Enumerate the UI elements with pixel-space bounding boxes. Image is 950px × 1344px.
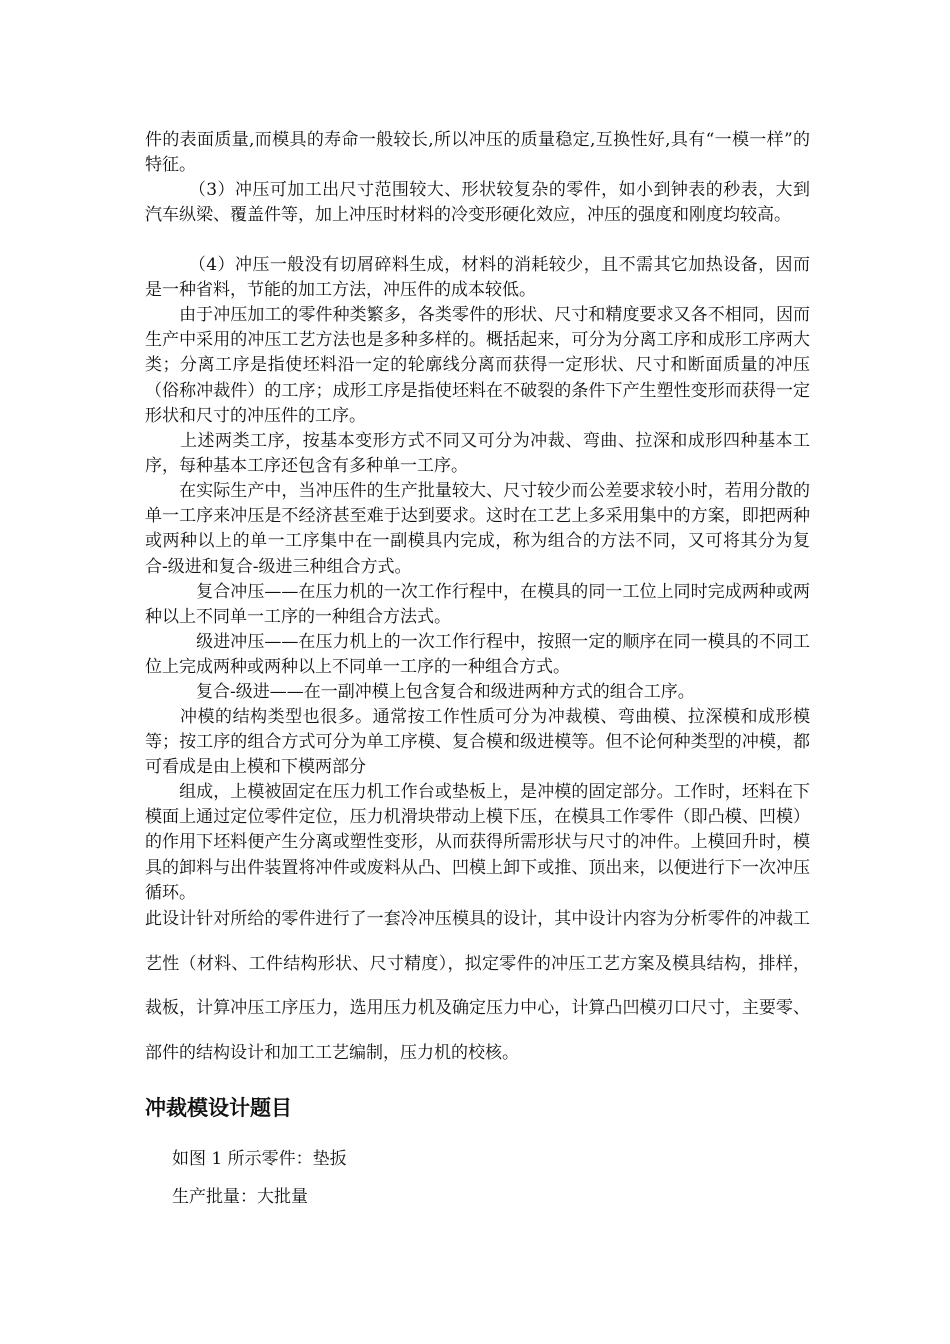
part-line: 如图 1 所示零件：垫扳 bbox=[172, 1149, 347, 1169]
paragraph-design-summary: 此设计针对所给的零件进行了一套冷冲压模具的设计，其中设计内容为分析零件的冲裁工艺性（材料、工件结构形状、尺寸精度），拟定零件的冲压工艺方案及模具结构，排样，裁板，计算冲压工序压力，选用压力机及确定压力中心，计算凸凹模刃口尺寸，主要零、部件的结构设计和加工工艺编制，压力机的校核。 bbox=[145, 909, 810, 1063]
paragraph-basic-processes: 上述两类工序，按基本变形方式不同又可分为冲裁、弯曲、拉深和成形四种基本工序，每种基本工序还包含有多种单一工序。 bbox=[145, 431, 810, 477]
paragraph-compound-stamping: 复合冲压——在压力机的一次工作行程中，在模具的同一工位上同时完成两种或两种以上不同单一工序的一种组合方法式。 bbox=[145, 582, 810, 628]
paragraph-die-structure: 冲模的结构类型也很多。通常按工作性质可分为冲裁模、弯曲模、拉深模和成形模等；按工序的组合方式可分为单工序模、复合模和级进模等。但不论何种类型的冲模，都可看成是由上模和下模两部分 bbox=[145, 707, 810, 778]
paragraph-progressive-stamping: 级进冲压——在压力机上的一次工作行程中，按照一定的顺序在同一模具的不同工位上完成两种或两种以上不同单一工序的一种组合方式。 bbox=[145, 632, 810, 678]
paragraph-point-4: （4）冲压一般没有切屑碎料生成，材料的消耗较少，且不需其它加热设备，因而是一种省料，节能的加工方法，冲压件的成本较低。 bbox=[145, 255, 810, 301]
paragraph-die-working: 组成，上模被固定在压力机工作台或垫板上，是冲模的固定部分。工作时，坯料在下模面上通过定位零件定位，压力机滑块带动上模下压，在模具工作零件（即凸模、凹模）的作用下坯料便产生分离或塑性变形，从而获得所需形状与尺寸的冲件。上模回升时，模具的卸料与出件装置将冲件或废料从凸、凹模上卸下或推、顶出来，以便进行下一次冲压循环。 bbox=[145, 782, 810, 903]
paragraph-point-3: （3）冲压可加工出尺寸范围较大、形状较复杂的零件，如小到钟表的秒表，大到汽车纵梁、覆盖件等，加上冲压时材料的冷变形硬化效应，冲压的强度和刚度均较高。 bbox=[145, 180, 810, 226]
paragraph-process-types: 由于冲压加工的零件种类繁多，各类零件的形状、尺寸和精度要求又各不相同，因而生产中采用的冲压工艺方法也是多种多样的。概括起来，可分为分离工序和成形工序两大类；分离工序是指使坯料沿一定的轮廓线分离而获得一定形状、尺寸和断面质量的冲压（俗称冲裁件）的工序；成形工序是指使坯料在不破裂的条件下产生塑性变形而获得一定形状和尺寸的冲压件的工序。 bbox=[145, 305, 810, 426]
section-title: 冲裁模设计题目 bbox=[145, 1096, 292, 1120]
paragraph-quality: 件的表面质量,而模具的寿命一般较长,所以冲压的质量稳定,互换性好,具有“一模一样”的特征。 bbox=[145, 130, 810, 176]
batch-line: 生产批量：大批量 bbox=[172, 1187, 308, 1207]
paragraph-combination: 在实际生产中，当冲压件的生产批量较大、尺寸较少而公差要求较小时，若用分散的单一工序来冲压是不经济甚至难于达到要求。这时在工艺上多采用集中的方案，即把两种或两种以上的单一工序集中在一副模具内完成，称为组合的方法不同，又可将其分为复合-级进和复合-级进三种组合方式。 bbox=[145, 481, 810, 577]
paragraph-compound-progressive: 复合-级进——在一副冲模上包含复合和级进两种方式的组合工序。 bbox=[145, 682, 695, 702]
